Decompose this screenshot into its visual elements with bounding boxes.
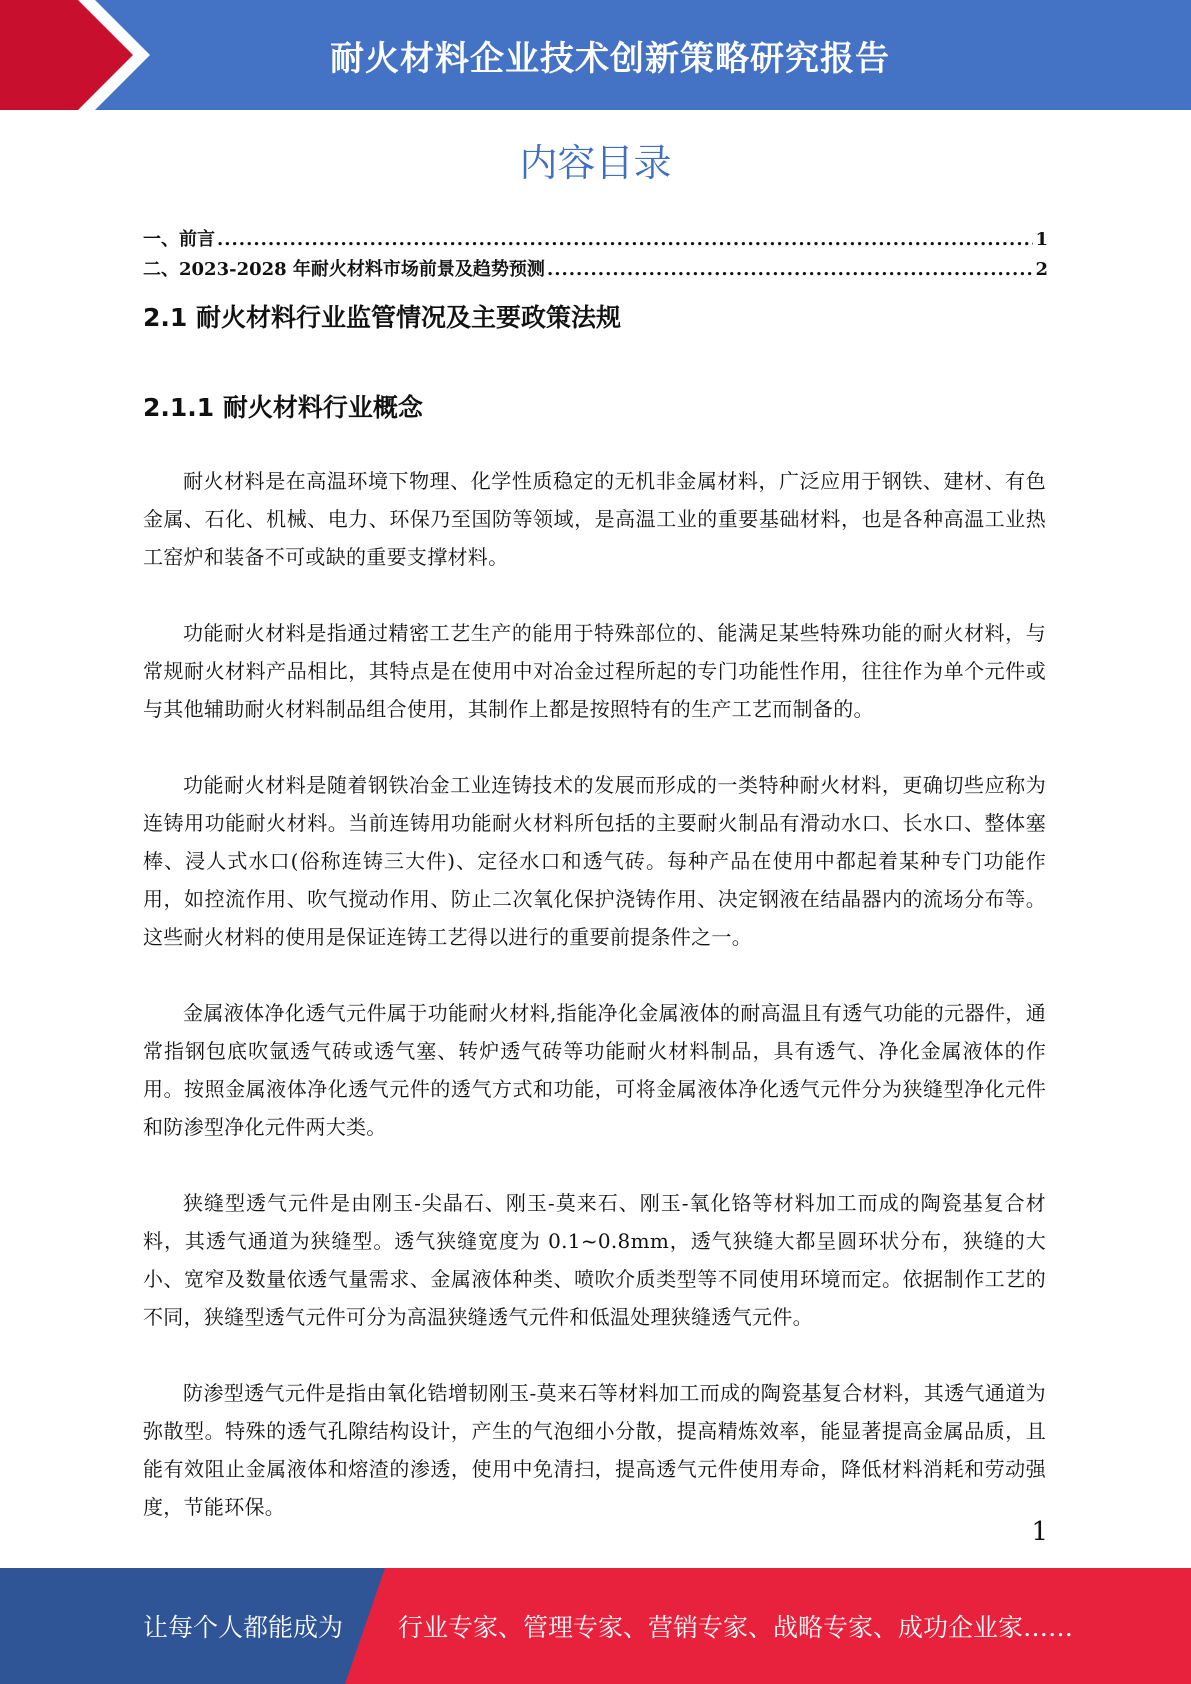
toc-title: 内容目录 (519, 141, 672, 185)
toc-item-preface[interactable] (143, 225, 1048, 255)
paragraph: 功能耐火材料是随着钢铁冶金工业连铸技术的发展而形成的一类特种耐火材料，更确切些应称为连铸用功能耐火材料。当前连铸用功能耐火材料所包括的主要耐火制品有滑动水口、长水口、整体塞棒、浸人式水口(俗称连铸三大件)、定径水口和透气砖。每种产品在使用中都起着某种专门功能作用，如控流作用、吹气搅动作用、防止二次氧化保护浇铸作用、决定钢液在结晶器内的流场分布等。这些耐火材料的使用是保证连铸工艺得以进行的重要前提条件之一。 (143, 773, 1046, 949)
toc-leader-dots (217, 225, 1033, 255)
section-heading-2-1-1: 2.1.1 耐火材料行业概念 (143, 393, 423, 422)
table-of-contents (143, 225, 1048, 285)
paragraph: 狭缝型透气元件是由刚玉-尖晶石、刚玉-莫来石、刚玉-氧化铬等材料加工而成的陶瓷基复合材料，其透气通道为狭缝型。透气狭缝宽度为 0.1~0.8mm，透气狭缝大都呈圆环状分布，狭缝的大小、宽窄及数量依透气量需求、金属液体种类、喷吹介质类型等不同使用环境而定。依据制作工艺的不同，狭缝型透气元件可分为高温狭缝透气元件和低温处理狭缝透气元件。 (143, 1191, 1046, 1329)
toc-item-label: 二、2023-2028 年耐火材料市场前景及趋势预测 (143, 259, 545, 280)
footer-slogan-left: 让每个人都能成为 (143, 1613, 344, 1642)
header-arrow-decoration (0, 0, 150, 110)
toc-item-page: 2 (1035, 259, 1048, 280)
toc-item-page: 1 (1035, 229, 1048, 250)
section-heading-2-1: 2.1 耐火材料行业监管情况及主要政策法规 (143, 303, 621, 332)
header-banner (0, 0, 1191, 110)
page-number: 1 (1031, 1517, 1048, 1547)
toc-leader-dots (547, 255, 1034, 285)
footer-slogan-right: 行业专家、管理专家、营销专家、战略专家、成功企业家…… (398, 1613, 1074, 1642)
toc-item-market-outlook[interactable] (143, 255, 1048, 285)
report-title: 耐火材料企业技术创新策略研究报告 (330, 38, 890, 79)
paragraph: 功能耐火材料是指通过精密工艺生产的能用于特殊部位的、能满足某些特殊功能的耐火材料，与常规耐火材料产品相比，其特点是在使用中对冶金过程所起的专门功能性作用，往往作为单个元件或与其他辅助耐火材料制品组合使用，其制作上都是按照特有的生产工艺而制备的。 (143, 621, 1046, 721)
body-text (143, 462, 1046, 1564)
paragraph: 防渗型透气元件是指由氧化锆增韧刚玉-莫来石等材料加工而成的陶瓷基复合材料，其透气通道为弥散型。特殊的透气孔隙结构设计，产生的气泡细小分散，提高精炼效率，能显著提高金属品质，且能有效阻止金属液体和熔渣的渗透，使用中免清扫，提高透气元件使用寿命，降低材料消耗和劳动强度，节能环保。 (143, 1381, 1046, 1519)
footer-banner (0, 1568, 1191, 1684)
paragraph: 耐火材料是在高温环境下物理、化学性质稳定的无机非金属材料，广泛应用于钢铁、建材、有色金属、石化、机械、电力、环保乃至国防等领域，是高温工业的重要基础材料，也是各种高温工业热工窑炉和装备不可或缺的重要支撑材料。 (143, 469, 1046, 569)
paragraph: 金属液体净化透气元件属于功能耐火材料,指能净化金属液体的耐高温且有透气功能的元器件，通常指钢包底吹氩透气砖或透气塞、转炉透气砖等功能耐火材料制品，具有透气、净化金属液体的作用。按照金属液体净化透气元件的透气方式和功能，可将金属液体净化透气元件分为狭缝型净化元件和防渗型净化元件两大类。 (143, 1001, 1046, 1139)
toc-item-label: 一、前言 (143, 229, 215, 250)
